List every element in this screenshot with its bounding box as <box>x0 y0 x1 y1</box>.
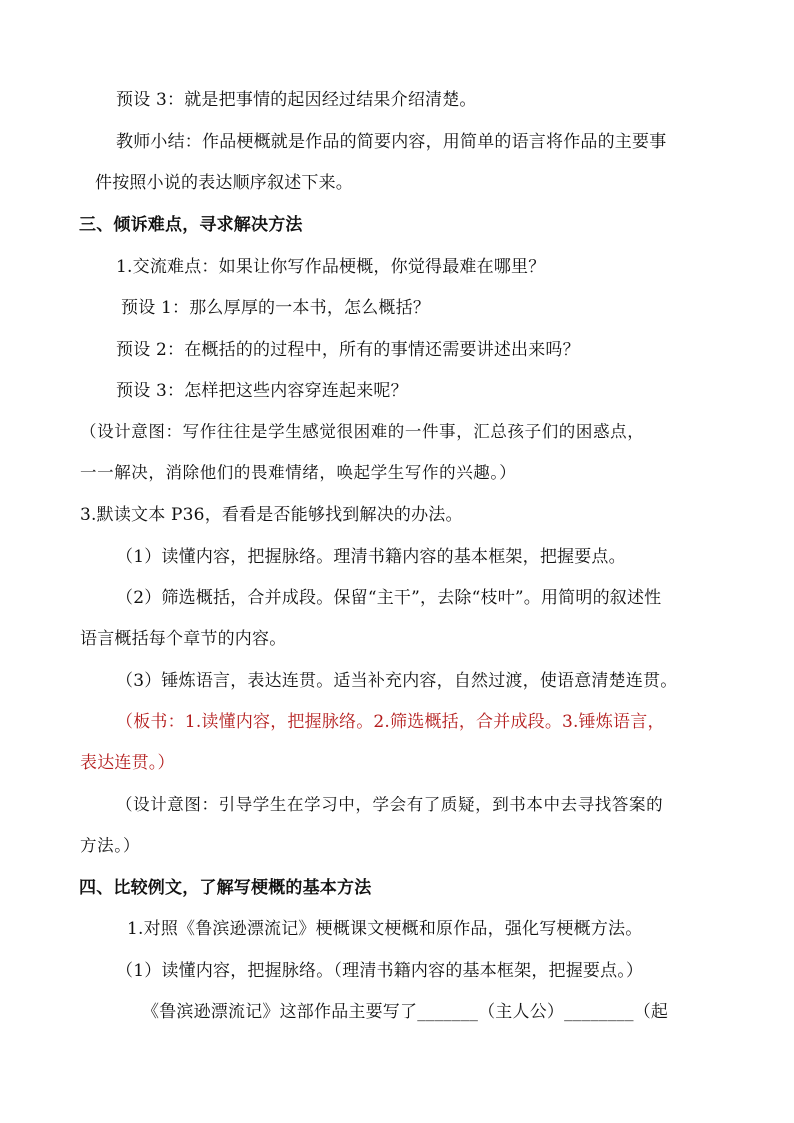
method-step-1: （1）读懂内容，把握脉络。理清书籍内容的基本框架，把握要点。 <box>116 547 626 567</box>
silent-reading-task: 3.默读文本 P36，看看是否能够找到解决的办法。 <box>80 505 463 525</box>
discussion-question: 1.交流难点：如果让你写作品梗概，你觉得最难在哪里？ <box>116 257 546 277</box>
compare-task: 1.对照《鲁滨逊漂流记》梗概课文梗概和原作品，强化写梗概方法。 <box>127 919 643 939</box>
method-step-2-line-1: （2）筛选概括，合并成段。保留“主干”，去除“枝叶”。用简明的叙述性 <box>116 588 662 608</box>
board-notes-line-2: 表达连贯。） <box>80 753 175 773</box>
method-step-2-line-2: 语言概括每个章节的内容。 <box>80 629 287 649</box>
design-intent-2-line-1: （设计意图：引导学生在学习中，学会有了质疑，到书本中去寻找答案的 <box>116 795 664 814</box>
preset-3: 预设 3：怎样把这些内容穿连起来呢？ <box>116 381 408 401</box>
design-intent-1-line-2: 一一解决，消除他们的畏难情绪，唤起学生写作的兴趣。） <box>80 463 517 482</box>
preset-2: 预设 2：在概括的的过程中，所有的事情还需要讲述出来吗？ <box>116 340 580 360</box>
compare-step-1: （1）读懂内容，把握脉络。（理清书籍内容的基本框架，把握要点。） <box>116 961 644 981</box>
section-3-heading: 三、倾诉难点，寻求解决方法 <box>79 215 303 235</box>
design-intent-1-line-1: （设计意图：写作往往是学生感觉很困难的一件事，汇总孩子们的困惑点， <box>80 422 645 441</box>
design-intent-2-line-2: 方法。） <box>80 836 141 855</box>
teacher-summary-line-2: 件按照小说的表达顺序叙述下来。 <box>95 173 353 193</box>
section-4-heading: 四、比较例文，了解写梗概的基本方法 <box>79 878 372 898</box>
preset-1: 预设 1：那么厚厚的一本书，怎么概括？ <box>121 298 431 318</box>
method-step-3: （3）锤炼语言，表达连贯。适当补充内容，自然过渡，使语意清楚连贯。 <box>116 671 678 691</box>
preset-3-answer: 预设 3：就是把事情的起因经过结果介绍清楚。 <box>116 90 477 110</box>
teacher-summary-line-1: 教师小结：作品梗概就是作品的简要内容，用简单的语言将作品的主要事 <box>116 132 667 152</box>
board-notes-line-1: （板书：1.读懂内容，把握脉络。2.筛选概括，合并成段。3.锤炼语言， <box>116 712 665 732</box>
fill-in-blank-line: 《鲁滨逊漂流记》这部作品主要写了_______（主人公）________（起 <box>142 1002 669 1022</box>
